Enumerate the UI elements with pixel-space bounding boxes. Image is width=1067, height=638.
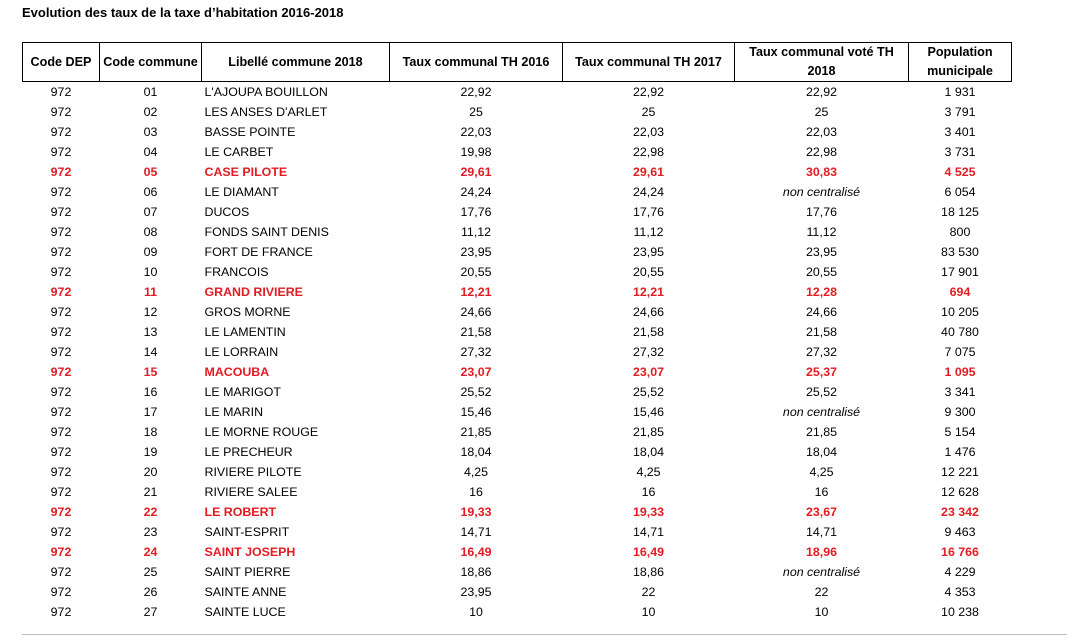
table-row	[23, 562, 1012, 582]
cell-taux-2017: 21,58	[632, 325, 664, 339]
cell-taux-2016: 14,71	[460, 525, 492, 539]
cell-taux-2017: 25,52	[632, 385, 664, 399]
cell-libelle: SAINTE ANNE	[204, 585, 287, 599]
cell-code-commune: 23	[143, 525, 158, 539]
cell-code-dep: 972	[50, 225, 72, 239]
cell-taux-2017: 18,04	[632, 445, 664, 459]
cell-code-commune: 09	[143, 245, 158, 259]
cell-code-dep: 972	[50, 385, 72, 399]
cell-taux-2016: 11,12	[460, 225, 492, 239]
cell-taux-2017: 10	[641, 605, 656, 619]
cell-taux-2017: 25	[641, 105, 656, 119]
cell-libelle: LE LORRAIN	[204, 345, 279, 359]
cell-libelle: LE DIAMANT	[204, 185, 279, 199]
page-title: Evolution des taux de la taxe d’habitation 2016-2018	[22, 5, 344, 20]
table-row	[23, 542, 1012, 562]
cell-population: 12 628	[941, 485, 979, 499]
cell-code-dep: 972	[50, 465, 72, 479]
cell-taux-2016: 10	[469, 605, 483, 619]
cell-taux-2017: 22,92	[632, 85, 664, 99]
cell-code-commune: 14	[143, 345, 158, 359]
header-row	[23, 43, 1012, 82]
table-row	[23, 342, 1012, 362]
cell-taux-2016: 19,33	[460, 505, 492, 519]
table-row	[23, 202, 1012, 222]
cell-population: 694	[949, 285, 971, 299]
col-header-population: Population municipale	[909, 43, 1012, 82]
table-row	[23, 82, 1012, 103]
divider	[22, 634, 1067, 635]
cell-population: 3 731	[944, 145, 976, 159]
cell-libelle: BASSE POINTE	[204, 125, 296, 139]
table-row	[23, 402, 1012, 422]
cell-taux-2018: 10	[814, 605, 829, 619]
cell-taux-2016: 22,92	[460, 85, 492, 99]
cell-code-dep: 972	[50, 205, 72, 219]
cell-code-commune: 02	[143, 105, 158, 119]
cell-libelle: LES ANSES D'ARLET	[204, 105, 328, 119]
cell-code-dep: 972	[50, 485, 72, 499]
cell-taux-2016: 23,07	[460, 365, 492, 379]
cell-population: 800	[949, 225, 971, 239]
cell-taux-2018: 18,96	[805, 545, 837, 559]
cell-libelle: CASE PILOTE	[204, 165, 288, 179]
cell-taux-2018: 22,92	[805, 85, 837, 99]
cell-code-dep: 972	[50, 85, 72, 99]
cell-code-commune: 05	[143, 165, 158, 179]
cell-taux-2017: 19,33	[632, 505, 664, 519]
cell-taux-2017: 11,12	[633, 225, 664, 239]
cell-code-dep: 972	[50, 185, 72, 199]
cell-taux-2018: non centralisé	[782, 185, 861, 199]
table-row	[23, 482, 1012, 502]
cell-libelle: GRAND RIVIERE	[204, 285, 303, 299]
col-header-code-dep: Code DEP	[23, 43, 100, 82]
cell-population: 4 353	[944, 585, 976, 599]
cell-population: 3 401	[944, 125, 976, 139]
cell-code-commune: 13	[143, 325, 158, 339]
cell-code-dep: 972	[50, 605, 72, 619]
cell-taux-2016: 18,04	[460, 445, 492, 459]
cell-population: 7 075	[944, 345, 976, 359]
cell-libelle: FRANCOIS	[204, 265, 269, 279]
cell-libelle: RIVIERE PILOTE	[204, 465, 302, 479]
cell-taux-2017: 17,76	[632, 205, 664, 219]
cell-libelle: LE ROBERT	[204, 505, 277, 519]
cell-taux-2016: 4,25	[463, 465, 489, 479]
cell-libelle: LE MARIN	[204, 405, 264, 419]
cell-taux-2017: 23,95	[632, 245, 664, 259]
cell-taux-2016: 24,66	[460, 305, 492, 319]
cell-population: 23 342	[941, 505, 979, 519]
cell-taux-2016: 23,95	[460, 245, 492, 259]
cell-population: 18 125	[941, 205, 979, 219]
cell-taux-2018: 22	[814, 585, 829, 599]
cell-taux-2018: 18,04	[805, 445, 837, 459]
cell-code-dep: 972	[50, 525, 72, 539]
cell-population: 4 525	[944, 165, 976, 179]
cell-libelle: LE PRECHEUR	[204, 445, 293, 459]
cell-taux-2016: 18,86	[460, 565, 492, 579]
table-row	[23, 462, 1012, 482]
cell-code-dep: 972	[50, 565, 72, 579]
col-header-taux-2018: Taux communal voté TH 2018	[735, 43, 909, 82]
cell-taux-2018: 21,85	[805, 425, 837, 439]
col-header-libelle: Libellé commune 2018	[202, 43, 390, 82]
cell-code-commune: 11	[143, 285, 158, 299]
col-header-taux-2016: Taux communal TH 2016	[390, 43, 563, 82]
table-row	[23, 362, 1012, 382]
cell-code-commune: 10	[143, 265, 158, 279]
cell-code-dep: 972	[50, 585, 72, 599]
cell-taux-2018: 12,28	[805, 285, 837, 299]
cell-libelle: RIVIERE SALEE	[204, 485, 298, 499]
cell-code-commune: 03	[143, 125, 158, 139]
cell-taux-2017: 15,46	[632, 405, 664, 419]
cell-taux-2018: 23,95	[805, 245, 837, 259]
cell-libelle: FONDS SAINT DENIS	[204, 225, 329, 239]
cell-population: 6 054	[944, 185, 976, 199]
cell-population: 3 791	[944, 105, 976, 119]
cell-population: 5 154	[944, 425, 976, 439]
cell-libelle: FORT DE FRANCE	[204, 245, 313, 259]
cell-taux-2018: non centralisé	[782, 565, 861, 579]
table-row	[23, 102, 1012, 122]
tax-rate-table	[22, 42, 1012, 622]
cell-population: 10 238	[941, 605, 979, 619]
cell-code-commune: 21	[143, 485, 158, 499]
cell-taux-2016: 15,46	[460, 405, 492, 419]
cell-taux-2016: 19,98	[460, 145, 492, 159]
table-row	[23, 122, 1012, 142]
cell-taux-2018: 21,58	[805, 325, 837, 339]
cell-code-dep: 972	[50, 245, 72, 259]
cell-code-commune: 08	[143, 225, 158, 239]
cell-taux-2018: 14,71	[805, 525, 837, 539]
cell-taux-2018: 25,52	[805, 385, 837, 399]
cell-taux-2018: 23,67	[805, 505, 837, 519]
cell-taux-2017: 27,32	[632, 345, 664, 359]
col-header-code-commune: Code commune	[100, 43, 202, 82]
cell-code-dep: 972	[50, 125, 72, 139]
cell-taux-2016: 29,61	[460, 165, 492, 179]
cell-taux-2018: 17,76	[805, 205, 837, 219]
cell-code-commune: 04	[143, 145, 158, 159]
cell-code-commune: 16	[143, 385, 158, 399]
cell-taux-2018: 25	[814, 105, 829, 119]
cell-code-commune: 26	[143, 585, 158, 599]
table-row	[23, 582, 1012, 602]
cell-code-dep: 972	[50, 105, 72, 119]
cell-taux-2017: 18,86	[632, 565, 664, 579]
cell-code-dep: 972	[50, 325, 72, 339]
cell-taux-2016: 21,85	[460, 425, 492, 439]
cell-taux-2017: 29,61	[632, 165, 664, 179]
cell-code-dep: 972	[50, 365, 72, 379]
cell-taux-2017: 14,71	[632, 525, 664, 539]
table-body	[23, 82, 1012, 623]
cell-taux-2017: 23,07	[632, 365, 664, 379]
cell-libelle: LE MORNE ROUGE	[204, 425, 319, 439]
cell-taux-2018: 30,83	[805, 165, 837, 179]
cell-libelle: SAINTE LUCE	[204, 605, 286, 619]
cell-taux-2016: 16,49	[460, 545, 492, 559]
cell-libelle: MACOUBA	[204, 365, 270, 379]
cell-code-dep: 972	[50, 445, 72, 459]
cell-code-commune: 20	[143, 465, 158, 479]
table-row	[23, 602, 1012, 622]
cell-code-commune: 27	[143, 605, 158, 619]
cell-taux-2017: 4,25	[636, 465, 661, 479]
cell-population: 12 221	[941, 465, 979, 479]
table-row	[23, 242, 1012, 262]
cell-taux-2017: 21,85	[632, 425, 664, 439]
cell-population: 40 780	[941, 325, 979, 339]
cell-taux-2018: 25,37	[805, 365, 837, 379]
cell-taux-2017: 24,66	[632, 305, 664, 319]
cell-code-dep: 972	[50, 505, 72, 519]
cell-population: 1 931	[944, 85, 976, 99]
cell-libelle: LE LAMENTIN	[204, 325, 286, 339]
cell-taux-2016: 25,52	[460, 385, 492, 399]
table-row	[23, 442, 1012, 462]
table-row	[23, 522, 1012, 542]
table-row	[23, 162, 1012, 182]
cell-libelle: LE CARBET	[204, 145, 274, 159]
cell-taux-2017: 20,55	[632, 265, 664, 279]
cell-taux-2017: 22	[641, 585, 656, 599]
cell-code-dep: 972	[50, 145, 72, 159]
cell-taux-2018: non centralisé	[782, 405, 861, 419]
cell-libelle: LE MARIGOT	[204, 385, 281, 399]
cell-libelle: L'AJOUPA BOUILLON	[204, 85, 328, 99]
cell-libelle: SAINT PIERRE	[204, 565, 291, 579]
cell-code-commune: 12	[143, 305, 158, 319]
cell-code-commune: 24	[143, 545, 158, 559]
cell-taux-2016: 22,03	[460, 125, 492, 139]
cell-population: 9 300	[944, 405, 976, 419]
cell-code-commune: 17	[143, 405, 158, 419]
cell-code-commune: 07	[143, 205, 158, 219]
cell-population: 17 901	[941, 265, 979, 279]
cell-code-dep: 972	[50, 345, 72, 359]
cell-code-dep: 972	[50, 405, 72, 419]
cell-taux-2017: 22,03	[632, 125, 664, 139]
cell-taux-2017: 16	[641, 485, 656, 499]
cell-code-commune: 01	[143, 85, 158, 99]
cell-population: 83 530	[941, 245, 979, 259]
cell-code-dep: 972	[50, 305, 72, 319]
cell-code-dep: 972	[50, 165, 72, 179]
cell-taux-2018: 4,25	[809, 465, 834, 479]
cell-code-commune: 06	[143, 185, 158, 199]
cell-population: 10 205	[941, 305, 979, 319]
cell-code-dep: 972	[50, 265, 72, 279]
cell-population: 4 229	[944, 565, 976, 579]
cell-taux-2018: 22,03	[805, 125, 837, 139]
cell-taux-2016: 21,58	[460, 325, 492, 339]
cell-population: 16 766	[941, 545, 979, 559]
cell-taux-2018: 16	[814, 485, 829, 499]
cell-libelle: DUCOS	[204, 205, 250, 219]
cell-taux-2018: 22,98	[805, 145, 837, 159]
cell-taux-2016: 16	[469, 485, 483, 499]
table-row	[23, 422, 1012, 442]
cell-taux-2016: 20,55	[460, 265, 492, 279]
cell-libelle: GROS MORNE	[204, 305, 291, 319]
cell-population: 1 476	[944, 445, 976, 459]
cell-code-commune: 25	[143, 565, 158, 579]
cell-taux-2017: 16,49	[632, 545, 664, 559]
cell-taux-2018: 20,55	[805, 265, 837, 279]
table-row	[23, 182, 1012, 202]
cell-taux-2018: 11,12	[806, 225, 837, 239]
table-row	[23, 142, 1012, 162]
table-row	[23, 282, 1012, 302]
cell-taux-2016: 24,24	[460, 185, 492, 199]
cell-code-dep: 972	[50, 285, 72, 299]
cell-taux-2018: 24,66	[805, 305, 837, 319]
table-row	[23, 262, 1012, 282]
cell-code-dep: 972	[50, 425, 72, 439]
cell-code-commune: 18	[143, 425, 158, 439]
cell-libelle: SAINT-ESPRIT	[204, 525, 290, 539]
cell-taux-2017: 22,98	[632, 145, 664, 159]
table-row	[23, 502, 1012, 522]
col-header-taux-2017: Taux communal TH 2017	[563, 43, 735, 82]
cell-population: 1 095	[944, 365, 976, 379]
cell-code-commune: 15	[143, 365, 158, 379]
table-row	[23, 302, 1012, 322]
cell-taux-2016: 23,95	[460, 585, 492, 599]
cell-taux-2017: 12,21	[632, 285, 664, 299]
cell-taux-2016: 17,76	[460, 205, 492, 219]
table-row	[23, 382, 1012, 402]
table-row	[23, 322, 1012, 342]
table-row	[23, 222, 1012, 242]
cell-code-commune: 22	[143, 505, 158, 519]
cell-code-commune: 19	[143, 445, 158, 459]
cell-taux-2016: 12,21	[460, 285, 492, 299]
cell-libelle: SAINT JOSEPH	[204, 545, 296, 559]
cell-taux-2016: 25	[469, 105, 483, 119]
cell-taux-2018: 27,32	[805, 345, 837, 359]
cell-code-dep: 972	[50, 545, 72, 559]
cell-taux-2017: 24,24	[632, 185, 664, 199]
cell-population: 9 463	[944, 525, 976, 539]
cell-taux-2016: 27,32	[460, 345, 492, 359]
cell-population: 3 341	[944, 385, 976, 399]
